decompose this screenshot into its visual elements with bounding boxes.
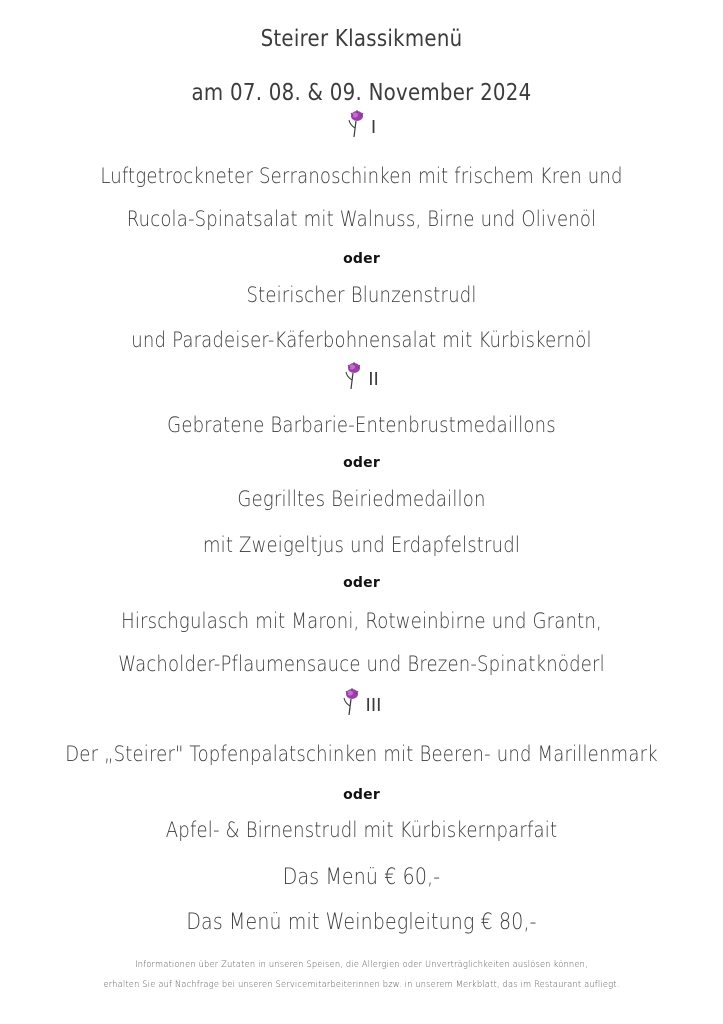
dish-line: Gebratene Barbarie-Entenbrustmedaillons [167,413,556,437]
dish-line: Hirschgulasch mit Maroni, Rotweinbirne und Grantn, [121,609,602,633]
purple-flower-icon [347,110,365,138]
dish-line: Der „Steirer" Topfenpalatschinken mit Beeren- und Marillenmark [65,742,658,766]
dish-line: Gegrilltes Beiriedmedaillon [237,487,486,511]
allergen-note-line-1: Informationen über Zutaten in unseren Speisen, die Allergien oder Unverträglichkeiten auslösen können, [135,960,588,970]
dish-line: mit Zweigeltjus und Erdapfelstrudl [202,533,521,557]
purple-flower-icon [344,362,362,390]
course-marker-1 [0,110,723,140]
allergen-note-line-2: erhalten Sie auf Nachfrage bei unseren Servicemitarbeiterinnen bzw. in unserem Merkblatt, das im Restaurant aufliegt. [103,980,620,990]
course-numeral-1: I [370,117,377,138]
dish-line: und Paradeiser-Käferbohnensalat mit Kürbiskernöl [131,328,592,352]
course-marker-3 [0,688,723,718]
dish-line: Luftgetrockneter Serranoschinken mit frischem Kren und [100,164,623,188]
menu-price: Das Menü € 60,- [282,865,441,890]
oder-separator: oder [343,455,380,471]
course-numeral-2: II [368,369,379,390]
purple-flower-icon [342,688,360,716]
dish-line: Steirischer Blunzenstrudl [246,283,477,307]
oder-separator: oder [343,251,380,267]
menu-wine-price: Das Menü mit Weinbegleitung € 80,- [186,910,537,935]
course-numeral-3: III [365,695,382,716]
menu-title: Steirer Klassikmenü [260,26,463,52]
dish-line: Rucola-Spinatsalat mit Walnuss, Birne und Olivenöl [126,207,597,231]
menu-dates: am 07. 08. & 09. November 2024 [191,80,532,106]
oder-separator: oder [343,575,380,591]
dish-line: Apfel- & Birnenstrudl mit Kürbiskernparfait [165,818,558,842]
dish-line: Wacholder-Pflaumensauce und Brezen-Spinatknöderl [118,652,605,676]
course-marker-2 [0,362,723,392]
oder-separator: oder [343,787,380,803]
